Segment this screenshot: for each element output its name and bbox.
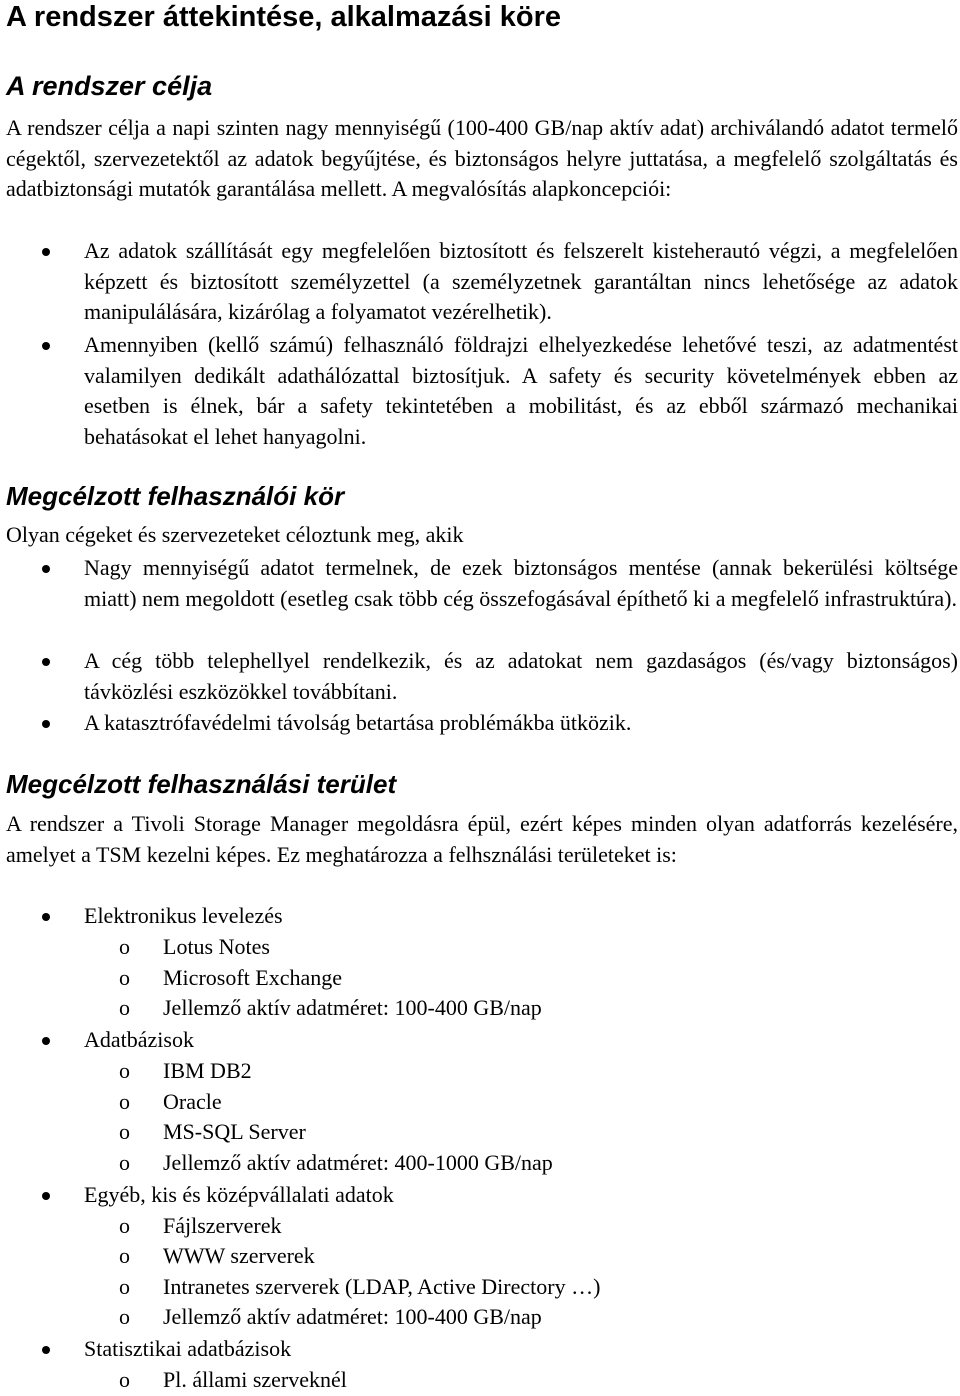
purpose-bullet-2: Amennyiben (kellő számú) felhasználó földrajzi elhelyezkedése lehetővé teszi, az adatmentést valamilyen dedikált adathálózattal biztosítjuk. A safety és security követelmények ebben az esetben is élnek, bár a safety tekintetében a mobilitást, és az ebből származó mechanikai behatásokat el lehet hanyagolni.: [84, 332, 958, 449]
bullet-dot: [42, 720, 50, 728]
sub-marker: o: [119, 1304, 130, 1329]
sub-marker: o: [119, 1119, 130, 1144]
usage-group-databases: Adatbázisok: [84, 1027, 194, 1052]
sub-marker: o: [119, 1213, 130, 1238]
sub-item: MS-SQL Server: [163, 1119, 306, 1144]
section-heading-target-users: Megcélzott felhasználói kör: [6, 481, 345, 511]
sub-marker: o: [119, 1274, 130, 1299]
bullet-dot: [42, 1037, 50, 1045]
target-users-intro: Olyan cégeket és szervezeteket céloztunk meg, akik: [6, 522, 464, 547]
target-users-bullet-2: A cég több telephellyel rendelkezik, és az adatokat nem gazdaságos (és/vagy biztonságos) távközlési eszközökkel továbbítani.: [84, 648, 958, 704]
bullet-dot: [42, 565, 50, 573]
page-title: A rendszer áttekintése, alkalmazási köre: [6, 1, 562, 33]
bullet-dot: [42, 1346, 50, 1354]
sub-marker: o: [119, 1367, 130, 1392]
purpose-paragraph: A rendszer célja a napi szinten nagy mennyiségű (100-400 GB/nap aktív adat) archiválandó adatot termelő cégektől, szervezetektől az adatok begyűjtése, és biztonságos helyre juttatása, a megfelelő szolgáltatás és adatbiztonsági mutatók garantálása mellett. A megvalósítás alapkoncepciói:: [6, 115, 958, 201]
bullet-dot: [42, 1192, 50, 1200]
target-users-bullet-1: Nagy mennyiségű adatot termelnek, de ezek biztonságos mentése (annak bekerülési költsége miatt) nem megoldott (esetleg csak több cég összefogásával építhető ki a megfelelő infrastruktúra).: [84, 555, 958, 611]
sub-item: Lotus Notes: [163, 934, 270, 959]
sub-marker: o: [119, 1243, 130, 1268]
sub-marker: o: [119, 995, 130, 1020]
usage-group-statistics: Statisztikai adatbázisok: [84, 1336, 292, 1361]
sub-item: Jellemző aktív adatméret: 400-1000 GB/nap: [163, 1150, 553, 1175]
bullet-dot: [42, 913, 50, 921]
target-users-bullet-3: A katasztrófavédelmi távolság betartása problémákba ütközik.: [84, 710, 632, 735]
bullet-dot: [42, 658, 50, 666]
sub-marker: o: [119, 1150, 130, 1175]
sub-marker: o: [119, 1089, 130, 1114]
section-heading-usage-area: Megcélzott felhasználási terület: [6, 769, 397, 799]
usage-group-sme-data: Egyéb, kis és középvállalati adatok: [84, 1182, 394, 1207]
usage-area-paragraph: A rendszer a Tivoli Storage Manager megoldásra épül, ezért képes minden olyan adatforrás kezelésére, amelyet a TSM kezelni képes. Ez meghatározza a felhsználási területeket is:: [6, 811, 958, 867]
sub-item: Jellemző aktív adatméret: 100-400 GB/nap: [163, 995, 542, 1020]
sub-item: Oracle: [163, 1089, 222, 1114]
sub-item: Intranetes szerverek (LDAP, Active Directory …): [163, 1274, 601, 1299]
sub-item: IBM DB2: [163, 1058, 252, 1083]
sub-item: Jellemző aktív adatméret: 100-400 GB/nap: [163, 1304, 542, 1329]
bullet-dot: [42, 248, 50, 256]
sub-marker: o: [119, 934, 130, 959]
sub-item: Fájlszerverek: [163, 1213, 282, 1238]
sub-item: Microsoft Exchange: [163, 965, 342, 990]
sub-item: WWW szerverek: [163, 1243, 315, 1268]
sub-marker: o: [119, 1058, 130, 1083]
usage-group-email: Elektronikus levelezés: [84, 903, 283, 928]
section-heading-purpose: A rendszer célja: [6, 71, 213, 101]
purpose-bullet-1: Az adatok szállítását egy megfelelően biztosított és felszerelt kisteherautó végzi, a megfelelően képzett és biztosított személyzettel (a személyzetnek garantáltan nincs lehetősége az adatok manipulálására, kizárólag a folyamatot vezérelhetik).: [84, 238, 958, 324]
sub-marker: o: [119, 965, 130, 990]
bullet-dot: [42, 342, 50, 350]
sub-item: Pl. állami szerveknél: [163, 1367, 347, 1392]
